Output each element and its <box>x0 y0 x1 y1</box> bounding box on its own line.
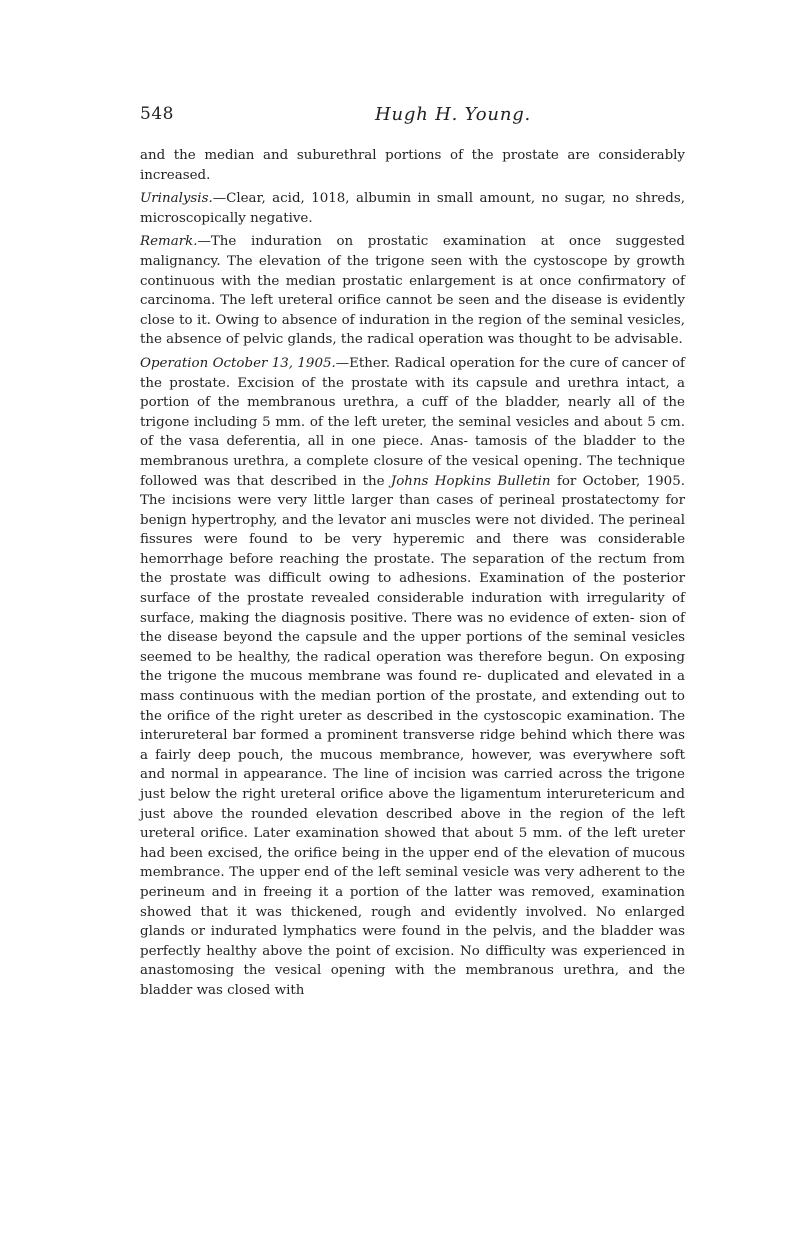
operation-text-b: for October, 1905. The incisions were very little larger than cases of perineal prostatectomy for benign hypertrophy, and the levator ani muscles were not divided. The perineal fissures were found to be very hyperemic and there was considerable hemorrhage before reaching the prostate. The separation of the rectum from the prostate was difficult owing to adhesions. Examination of the posterior surface of the prostate revealed considerable induration with irregularity of surface, making the diagnosis positive. There was no evidence of exten- sion of the disease beyond the capsule and the upper portions of the seminal vesicles seemed to be healthy, the radical operation was therefore begun. On exposing the trigone the mucous membrane was found re- duplicated and elevated in a mass continuous with the median portion of the prostate, and extending out to the orifice of the right ureter as described in the cystoscopic examination. The interureteral bar formed a prominent transverse ridge behind which there was a fairly deep pouch, the mucous membrance, however, was everywhere soft and normal in appearance. The line of incision was carried across the trigone just below the right ureteral orifice above the ligamentum interuretericum and just above the rounded elevation described above in the region of the left ureteral orifice. Later examination showed that about 5 mm. of the left ureter had been excised, the orifice being in the upper end of the elevation of mucous membrance. The upper end of the left seminal vesicle was very adherent to the perineum and in freeing it a portion of the latter was removed, examination showed that it was thickened, rough and evidently involved. No enlarged glands or indurated lymphatics were found in the pelvis, and the bladder was perfectly healthy above the point of excision. No difficulty was experienced in anastomosing the vesical opening with the membranous urethra, and the bladder was closed with <box>140 473 685 998</box>
remark-label: Remark. <box>140 234 198 250</box>
running-head <box>140 104 680 134</box>
paragraph-remark <box>140 232 685 350</box>
urinalysis-label: Urinalysis. <box>140 191 213 207</box>
journal-title: Johns Hopkins Bulletin <box>390 473 551 489</box>
paragraph-urinalysis <box>140 189 685 228</box>
operation-text-a: —Ether. Radical operation for the cure of cancer of the prostate. Excision of the prostate with its capsule and urethra intact, a portion of the membranous urethra, a cuff of the bladder, nearly all of the trigone including 5 mm. of the left ureter, the seminal vesicles and about 5 cm. of the vasa deferentia, all in one piece. Anas- tamosis of the bladder to the membranous urethra, a complete closure of the vesical opening. The technique followed was that described in the <box>140 355 685 489</box>
running-title: Hugh H. Young. <box>375 104 532 125</box>
operation-label: Operation October 13, 1905. <box>140 355 336 371</box>
paragraph-continuation <box>140 146 685 185</box>
page-number: 548 <box>140 104 174 124</box>
body-text <box>140 146 685 1005</box>
paragraph-operation <box>140 354 685 1001</box>
remark-text: —The induration on prostatic examination at once suggested malignancy. The elevation of the trigone seen with the cystoscope by growth continuous with the median prostatic enlargement is at once confirmatory of carcinoma. The left ureteral orifice cannot be seen and the disease is evidently close to it. Owing to absence of induration in the region of the seminal vesicles, the absence of pelvic glands, the radical operation was thought to be advisable. <box>140 234 685 348</box>
urinalysis-text: —Clear, acid, 1018, albumin in small amount, no sugar, no shreds, microscopically negative. <box>140 191 685 226</box>
paragraph-text: and the median and suburethral portions of the prostate are considerably increased. <box>140 148 685 183</box>
